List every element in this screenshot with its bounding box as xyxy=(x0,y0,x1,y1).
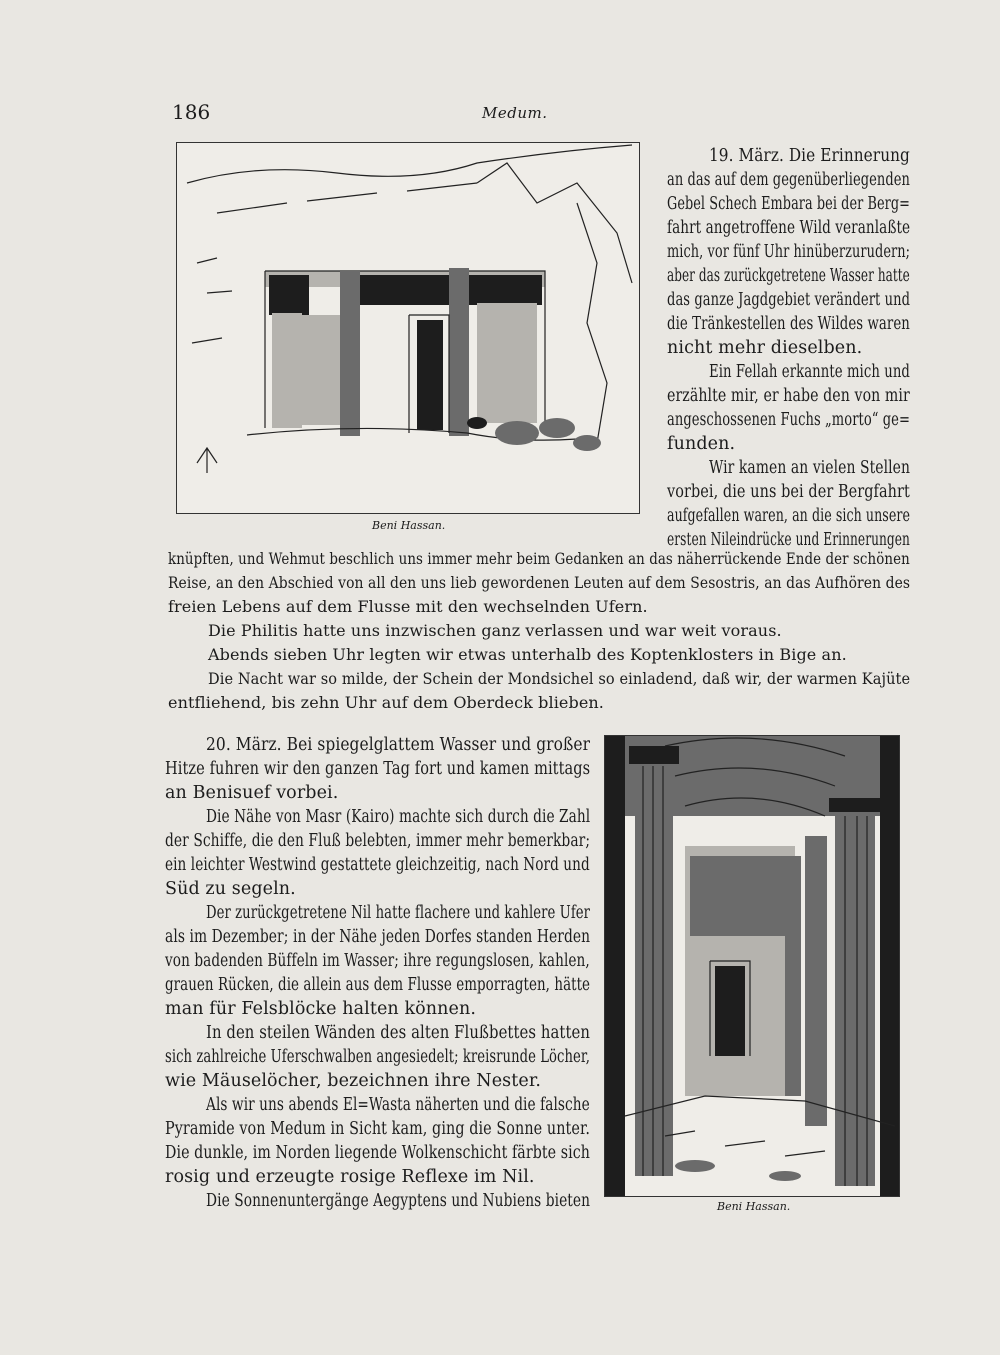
running-title: Medum. xyxy=(482,104,548,122)
text-line: Die dunkle, im Norden liegende Wolkenschicht färbte sich xyxy=(165,1143,590,1163)
text-line: Die Philitis hatte uns inzwischen ganz verlassen und war weit voraus. xyxy=(208,621,782,640)
text-line: erzählte mir, er habe den von mir xyxy=(667,386,910,406)
text-line: Pyramide von Medum in Sicht kam, ging die Sonne unter. xyxy=(165,1119,590,1139)
illustration-colonnade xyxy=(604,735,900,1197)
text-line: Ein Fellah erkannte mich und xyxy=(709,362,910,382)
text-line: nicht mehr dieselben. xyxy=(667,338,863,358)
text-line: rosig und erzeugte rosige Reflexe im Nil. xyxy=(165,1167,535,1187)
text-line: ein leichter Westwind gestattete gleichzeitig, nach Nord und xyxy=(165,855,590,875)
text-line: wie Mäuselöcher, bezeichnen ihre Nester. xyxy=(165,1071,542,1091)
text-line: Die Sonnenuntergänge Aegyptens und Nubiens bieten xyxy=(206,1191,591,1211)
text-line: an das auf dem gegenüberliegenden xyxy=(667,170,910,190)
text-line: grauen Rücken, die allein aus dem Flusse emporragten, hätte xyxy=(165,975,591,995)
page-header xyxy=(172,100,902,124)
text-line: In den steilen Wänden des alten Flußbettes hatten xyxy=(206,1023,590,1043)
text-line: entfliehend, bis zehn Uhr auf dem Oberdeck blieben. xyxy=(168,693,604,712)
text-line: Als wir uns abends El=Wasta näherten und die falsche xyxy=(206,1095,590,1115)
text-line: knüpften, und Wehmut beschlich uns immer mehr beim Gedanken an das näherrückende Ende der schönen xyxy=(168,549,910,568)
text-line: Reise, an den Abschied von all den uns lieb gewordenen Leuten auf dem Sesostris, an das Aufhören des xyxy=(168,573,911,592)
text-line: ersten Nileindrücke und Erinnerungen xyxy=(667,530,910,550)
text-line: funden. xyxy=(667,434,736,454)
text-line: von badenden Büffeln im Wasser; ihre regungslosen, kahlen, xyxy=(165,951,590,971)
text-line: mich, vor fünf Uhr hinüberzurudern; xyxy=(667,242,911,262)
text-line: Abends sieben Uhr legten wir etwas unterhalb des Koptenklosters in Bige an. xyxy=(208,645,847,664)
text-line: vorbei, die uns bei der Bergfahrt xyxy=(667,482,910,502)
text-line: Süd zu segeln. xyxy=(165,879,296,899)
text-line: Die Nähe von Masr (Kairo) machte sich durch die Zahl xyxy=(206,807,591,827)
text-line: Wir kamen an vielen Stellen xyxy=(709,458,910,478)
text-line: aufgefallen waren, an die sich unsere xyxy=(667,506,911,526)
text-line: Der zurückgetretene Nil hatte flachere und kahlere Ufer xyxy=(206,903,591,923)
text-line: an Benisuef vorbei. xyxy=(165,783,339,803)
text-line: fahrt angetroffene Wild veranlaßte xyxy=(667,218,911,238)
text-line: Gebel Schech Embara bei der Berg= xyxy=(667,194,910,214)
text-line: man für Felsblöcke halten können. xyxy=(165,999,477,1019)
text-line: Hitze fuhren wir den ganzen Tag fort und kamen mittags xyxy=(165,759,591,779)
text-line: der Schiffe, die den Fluß belebten, immer mehr bemerkbar; xyxy=(165,831,591,851)
text-line: freien Lebens auf dem Flusse mit den wechselnden Ufern. xyxy=(168,597,648,616)
text-line: angeschossenen Fuchs „morto“ ge= xyxy=(667,410,910,430)
text-line: Die Nacht war so milde, der Schein der Mondsichel so einladend, daß wir, der warmen Kajüte xyxy=(208,669,911,688)
text-line: 19. März. Die Erinnerung xyxy=(709,146,910,166)
illustration-tomb-facade xyxy=(176,142,640,514)
page-number: 186 xyxy=(172,100,211,124)
text-line: als im Dezember; in der Nähe jeden Dorfes standen Herden xyxy=(165,927,591,947)
text-line: aber das zurückgetretene Wasser hatte xyxy=(667,266,910,286)
text-line: die Tränkestellen des Wildes waren xyxy=(667,314,910,334)
figure-caption: Beni Hassan. xyxy=(372,519,446,532)
text-line: das ganze Jagdgebiet verändert und xyxy=(667,290,911,310)
text-line: 20. März. Bei spiegelglattem Wasser und großer xyxy=(206,735,591,755)
text-line: sich zahlreiche Uferschwalben angesiedelt; kreisrunde Löcher, xyxy=(165,1047,591,1067)
figure-caption: Beni Hassan. xyxy=(717,1200,791,1213)
